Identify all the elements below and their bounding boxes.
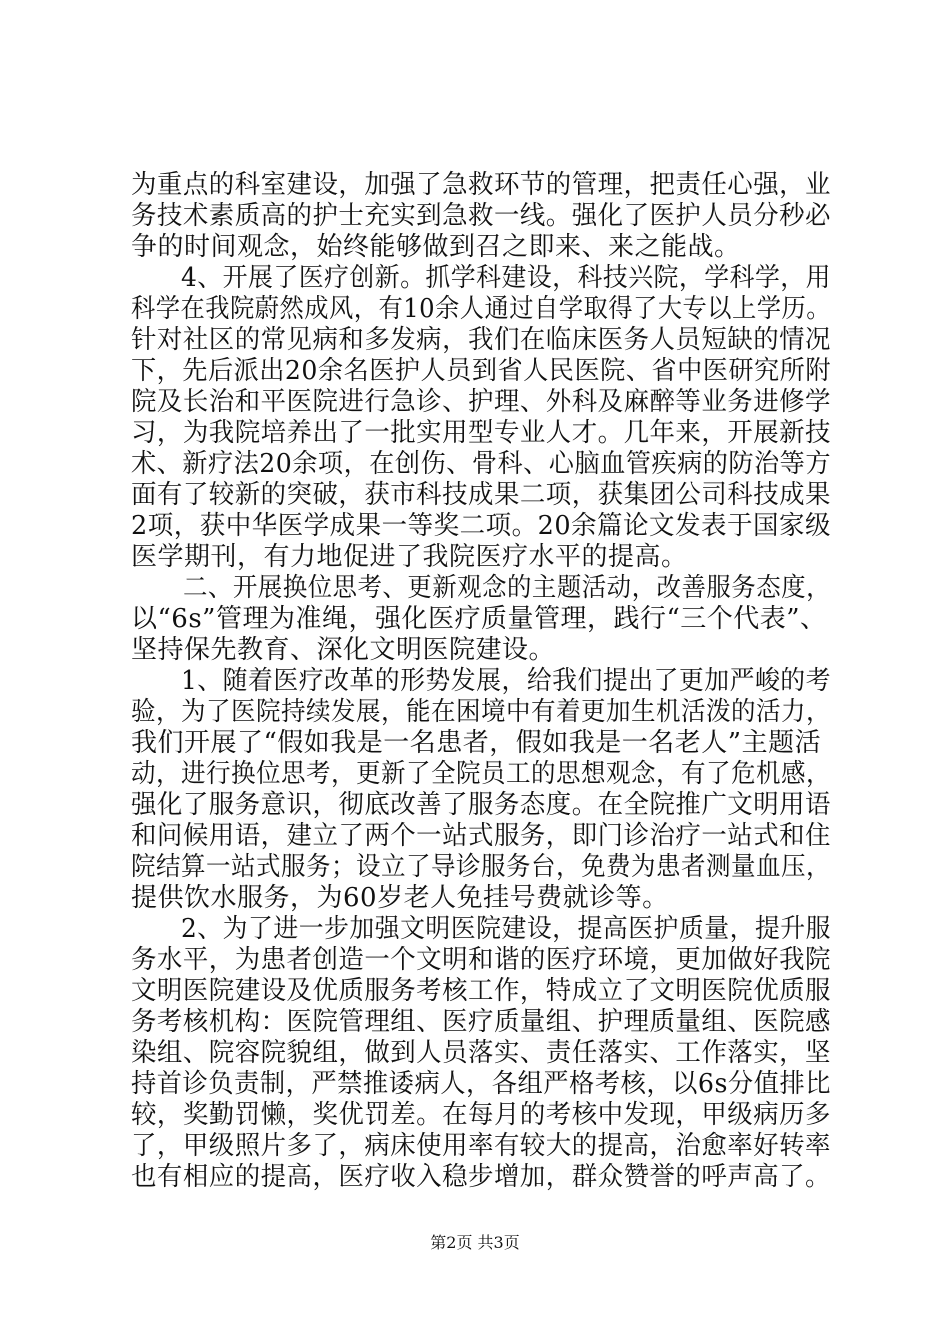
section-heading-line: 坚持保先教育、深化文明医院建设。 xyxy=(131,635,556,665)
text-line: 染组、院容院貌组，做到人员落实、责任落实、工作落实，坚 xyxy=(131,1038,831,1068)
text-line: 为重点的科室建设，加强了急救环节的管理，把责任心强，业 xyxy=(131,170,831,200)
text-line: 务水平，为患者创造一个文明和谐的医疗环境，更加做好我院 xyxy=(131,945,831,975)
paragraph-start-line: 1、随着医疗改革的形势发展，给我们提出了更加严峻的考 xyxy=(181,666,831,696)
text-line: 也有相应的提高，医疗收入稳步增加，群众赞誉的呼声高了。 xyxy=(131,1162,831,1192)
text-line: 我们开展了“假如我是一名患者，假如我是一名老人”主题活 xyxy=(131,728,822,758)
text-line: 较，奖勤罚懒，奖优罚差。在每月的考核中发现，甲级病历多 xyxy=(131,1100,831,1130)
text-line: 下，先后派出20余名医护人员到省人民医院、省中医研究所附 xyxy=(131,356,831,386)
text-line: 文明医院建设及优质服务考核工作，特成立了文明医院优质服 xyxy=(131,976,831,1006)
text-line: 院及长治和平医院进行急诊、护理、外科及麻醉等业务进修学 xyxy=(131,387,831,417)
document-body xyxy=(131,170,831,1193)
paragraph-start-line: 2、为了进一步加强文明医院建设，提高医护质量，提升服 xyxy=(181,914,831,944)
section-heading-line: 二、开展换位思考、更新观念的主题活动，改善服务态度， xyxy=(183,573,831,603)
text-line: 和问候用语，建立了两个一站式服务，即门诊治疗一站式和住 xyxy=(131,821,831,851)
text-line: 面有了较新的突破，获市科技成果二项，获集团公司科技成果 xyxy=(131,480,831,510)
text-line: 了，甲级照片多了，病床使用率有较大的提高，治愈率好转率 xyxy=(131,1131,831,1161)
text-line: 2项，获中华医学成果一等奖二项。20余篇论文发表于国家级 xyxy=(131,511,831,541)
text-line: 医学期刊，有力地促进了我院医疗水平的提高。 xyxy=(131,542,688,572)
section-heading-line: 以“6s”管理为准绳，强化医疗质量管理，践行“三个代表”、 xyxy=(131,604,827,634)
text-line: 验，为了医院持续发展，能在困境中有着更加生机活泼的活力， xyxy=(131,697,831,727)
text-line: 争的时间观念，始终能够做到召之即来、来之能战。 xyxy=(131,232,741,262)
text-line: 针对社区的常见病和多发病，我们在临床医务人员短缺的情况 xyxy=(131,325,831,355)
text-line: 提供饮水服务，为60岁老人免挂号费就诊等。 xyxy=(131,883,669,913)
text-line: 持首诊负责制，严禁推诿病人，各组严格考核，以6s分值排比 xyxy=(131,1069,831,1099)
text-line: 院结算一站式服务；设立了导诊服务台，免费为患者测量血压， xyxy=(131,852,831,882)
text-line: 术、新疗法20余项，在创伤、骨科、心脑血管疾病的防治等方 xyxy=(131,449,831,479)
text-line: 习，为我院培养出了一批实用型专业人才。几年来，开展新技 xyxy=(131,418,831,448)
paragraph-start-line: 4、开展了医疗创新。抓学科建设，科技兴院，学科学，用 xyxy=(181,263,831,293)
text-line: 务考核机构：医院管理组、医疗质量组、护理质量组、医院感 xyxy=(131,1007,831,1037)
text-line: 动，进行换位思考，更新了全院员工的思想观念，有了危机感， xyxy=(131,759,831,789)
text-line: 务技术素质高的护士充实到急救一线。强化了医护人员分秒必 xyxy=(131,201,831,231)
page-footer xyxy=(0,1233,950,1253)
page-number: 第2页 共3页 xyxy=(430,1233,520,1252)
text-line: 强化了服务意识，彻底改善了服务态度。在全院推广文明用语 xyxy=(131,790,831,820)
text-line: 科学在我院蔚然成风，有10余人通过自学取得了大专以上学历。 xyxy=(131,294,831,324)
